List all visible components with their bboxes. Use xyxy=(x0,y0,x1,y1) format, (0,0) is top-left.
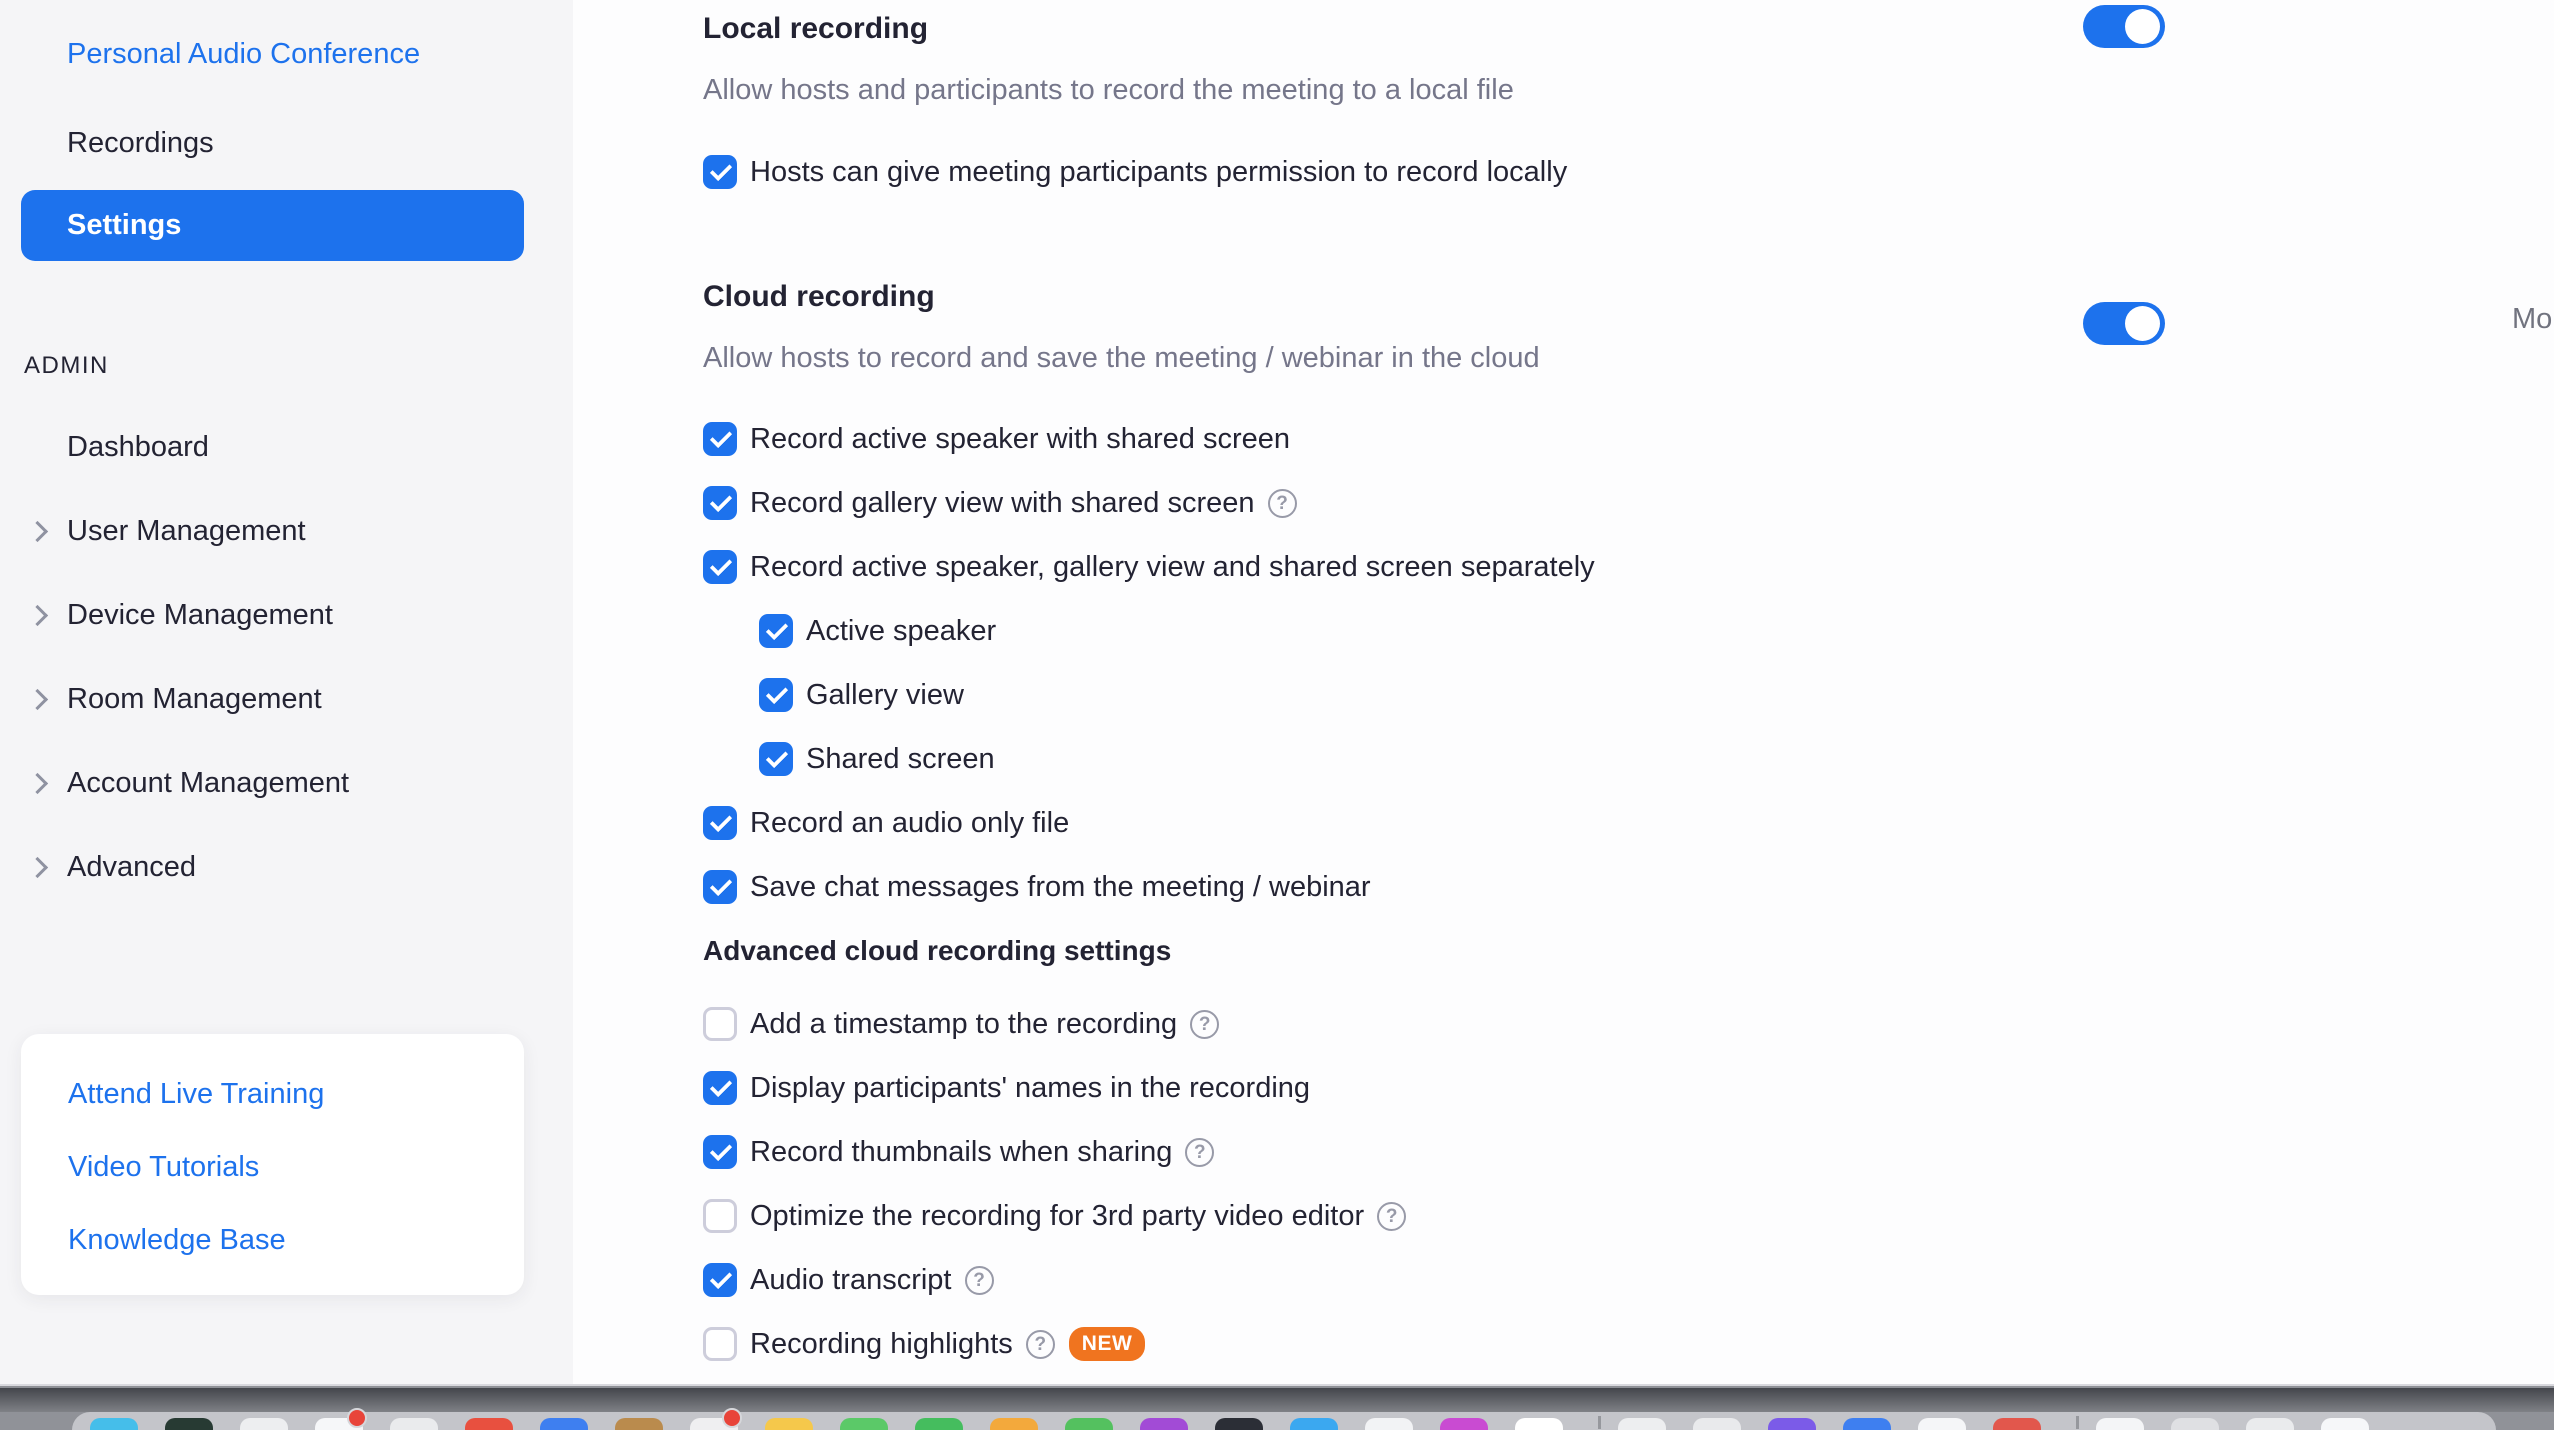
checkbox[interactable] xyxy=(703,1007,737,1041)
dock-app-icon[interactable] xyxy=(1515,1418,1563,1430)
dock-app-icon[interactable] xyxy=(2096,1418,2144,1430)
chevron-right-icon xyxy=(27,688,48,709)
sidebar-item-account-management[interactable] xyxy=(24,761,544,805)
help-links-card xyxy=(21,1034,524,1295)
sidebar-item-settings-active[interactable]: Settings xyxy=(21,190,524,261)
option-label: Record gallery view with shared screen xyxy=(750,486,1255,519)
checkbox[interactable] xyxy=(703,806,737,840)
option-label: Display participants' names in the recording xyxy=(750,1071,1311,1104)
chevron-right-icon xyxy=(27,604,48,625)
sidebar-item-device-management[interactable] xyxy=(24,593,544,637)
help-icon[interactable]: ? xyxy=(1026,1330,1055,1359)
checkbox[interactable] xyxy=(703,1263,737,1297)
dock-app-icon[interactable] xyxy=(1365,1418,1413,1430)
dock-app-icon[interactable] xyxy=(1843,1418,1891,1430)
admin-nav xyxy=(24,425,544,929)
option-label: Active speaker xyxy=(806,614,997,647)
dock-app-icon[interactable] xyxy=(90,1418,138,1430)
dock-app-icon[interactable] xyxy=(1140,1418,1188,1430)
cloud-recording-description: Allow hosts to record and save the meeting / webinar in the cloud xyxy=(703,342,1540,374)
dock-app-icon[interactable] xyxy=(1918,1418,1966,1430)
advanced-cloud-settings-title: Advanced cloud recording settings xyxy=(703,935,1172,966)
setting-option-row xyxy=(703,1199,2203,1233)
dock-divider xyxy=(1598,1416,1601,1429)
checkbox[interactable] xyxy=(703,870,737,904)
sidebar-item-label: Room Management xyxy=(67,682,322,715)
help-icon[interactable]: ? xyxy=(1377,1202,1406,1231)
checkbox[interactable] xyxy=(759,742,793,776)
setting-option-row xyxy=(703,1263,2203,1297)
chevron-right-icon xyxy=(27,772,48,793)
dock-app-icon[interactable] xyxy=(465,1418,513,1430)
checkbox[interactable] xyxy=(703,422,737,456)
setting-option-row xyxy=(703,1327,2203,1361)
notification-badge xyxy=(722,1408,742,1428)
window-bottom-edge xyxy=(0,1388,2554,1414)
option-label: Record thumbnails when sharing xyxy=(750,1135,1173,1168)
notification-badge xyxy=(347,1408,367,1428)
dock-app-icon[interactable] xyxy=(1618,1418,1666,1430)
help-links-list xyxy=(21,1034,524,1257)
checkbox[interactable] xyxy=(703,1199,737,1233)
new-badge: NEW xyxy=(1069,1327,1146,1361)
checkbox[interactable] xyxy=(703,155,737,189)
sidebar xyxy=(0,0,573,1386)
dock-app-icon[interactable] xyxy=(1065,1418,1113,1430)
chevron-right-icon xyxy=(27,520,48,541)
option-label: Audio transcript xyxy=(750,1263,952,1296)
checkbox[interactable] xyxy=(759,614,793,648)
help-icon[interactable]: ? xyxy=(965,1266,994,1295)
dock-app-icon[interactable] xyxy=(1290,1418,1338,1430)
help-link-attend-live-training[interactable]: Attend Live Training xyxy=(68,1078,325,1110)
dock-app-icon[interactable] xyxy=(390,1418,438,1430)
modified-link-truncated[interactable]: Mo xyxy=(2512,303,2553,335)
dock-app-icon[interactable] xyxy=(615,1418,663,1430)
cloud-recording-title: Cloud recording xyxy=(703,280,935,313)
setting-option-row xyxy=(703,1007,2203,1041)
dock-divider xyxy=(2076,1416,2079,1429)
checkbox[interactable] xyxy=(703,1071,737,1105)
sidebar-item-label: User Management xyxy=(67,514,306,547)
help-icon[interactable]: ? xyxy=(1190,1010,1219,1039)
setting-option-row xyxy=(703,422,2203,456)
sidebar-item-user-management[interactable] xyxy=(24,509,544,553)
checkbox[interactable] xyxy=(759,678,793,712)
setting-option-row xyxy=(703,806,2203,840)
option-label: Record an audio only file xyxy=(750,806,1070,839)
dock-app-icon[interactable] xyxy=(1993,1418,2041,1430)
local-recording-toggle[interactable] xyxy=(2083,5,2165,48)
dock-app-icon[interactable] xyxy=(840,1418,888,1430)
sidebar-item-dashboard[interactable] xyxy=(24,425,544,469)
sidebar-item-label: Advanced xyxy=(67,850,196,883)
setting-option-row xyxy=(759,678,2203,712)
setting-option-row xyxy=(703,1071,2203,1105)
option-label: Save chat messages from the meeting / webinar xyxy=(750,870,1371,903)
local-recording-title: Local recording xyxy=(703,12,929,45)
checkbox[interactable] xyxy=(703,1135,737,1169)
option-label: Hosts can give meeting participants permission to record locally xyxy=(750,155,1568,188)
sidebar-item-label: Device Management xyxy=(67,598,333,631)
checkbox[interactable] xyxy=(703,550,737,584)
dock-app-icon[interactable] xyxy=(2171,1418,2219,1430)
dock-app-icon[interactable] xyxy=(1693,1418,1741,1430)
dock-app-icon[interactable] xyxy=(1215,1418,1263,1430)
help-link-knowledge-base[interactable]: Knowledge Base xyxy=(68,1224,286,1256)
help-icon[interactable]: ? xyxy=(1268,489,1297,518)
help-link-video-tutorials[interactable]: Video Tutorials xyxy=(68,1151,260,1183)
checkbox[interactable] xyxy=(703,486,737,520)
option-label: Recording highlights xyxy=(750,1327,1013,1360)
dock-app-icon[interactable] xyxy=(240,1418,288,1430)
sidebar-item-advanced[interactable] xyxy=(24,845,544,889)
dock-app-icon[interactable] xyxy=(1440,1418,1488,1430)
option-label: Record active speaker, gallery view and shared screen separately xyxy=(750,550,1595,583)
option-label: Add a timestamp to the recording xyxy=(750,1007,1178,1040)
checkbox[interactable] xyxy=(703,1327,737,1361)
sidebar-item-recordings[interactable]: Recordings xyxy=(67,127,214,159)
setting-option-row xyxy=(703,550,2203,584)
dock-background xyxy=(72,1412,2496,1430)
local-recording-options xyxy=(703,155,2203,189)
dock-app-icon[interactable] xyxy=(2246,1418,2294,1430)
chevron-right-icon xyxy=(27,856,48,877)
advanced-cloud-settings-options xyxy=(703,1007,2203,1361)
setting-option-row xyxy=(759,742,2203,776)
dock-app-icon[interactable] xyxy=(2321,1418,2369,1430)
sidebar-item-label: Dashboard xyxy=(67,430,209,463)
dock-app-icon[interactable] xyxy=(915,1418,963,1430)
main-content xyxy=(703,0,2203,1386)
local-recording-description: Allow hosts and participants to record the meeting to a local file xyxy=(703,74,1514,106)
cloud-recording-toggle[interactable] xyxy=(2083,302,2165,345)
sidebar-item-personal-audio-conference[interactable]: Personal Audio Conference xyxy=(67,38,421,70)
dock-app-icon[interactable] xyxy=(990,1418,1038,1430)
help-icon[interactable]: ? xyxy=(1185,1138,1214,1167)
cloud-recording-options xyxy=(703,422,2203,904)
dock-app-icon[interactable] xyxy=(765,1418,813,1430)
dock-app-icon[interactable] xyxy=(540,1418,588,1430)
option-label: Gallery view xyxy=(806,678,964,711)
setting-option-row xyxy=(703,486,2203,520)
admin-section-label: ADMIN xyxy=(24,352,109,379)
setting-option-row xyxy=(759,614,2203,648)
option-label: Shared screen xyxy=(806,742,995,775)
setting-option-row xyxy=(703,1135,2203,1169)
option-label: Record active speaker with shared screen xyxy=(750,422,1290,455)
dock-app-icon[interactable] xyxy=(165,1418,213,1430)
option-label: Optimize the recording for 3rd party video editor xyxy=(750,1199,1365,1232)
setting-option-row xyxy=(703,155,2203,189)
setting-option-row xyxy=(703,870,2203,904)
sidebar-item-label: Account Management xyxy=(67,766,350,799)
macos-dock xyxy=(0,1412,2554,1430)
sidebar-item-room-management[interactable] xyxy=(24,677,544,721)
dock-app-icon[interactable] xyxy=(1768,1418,1816,1430)
